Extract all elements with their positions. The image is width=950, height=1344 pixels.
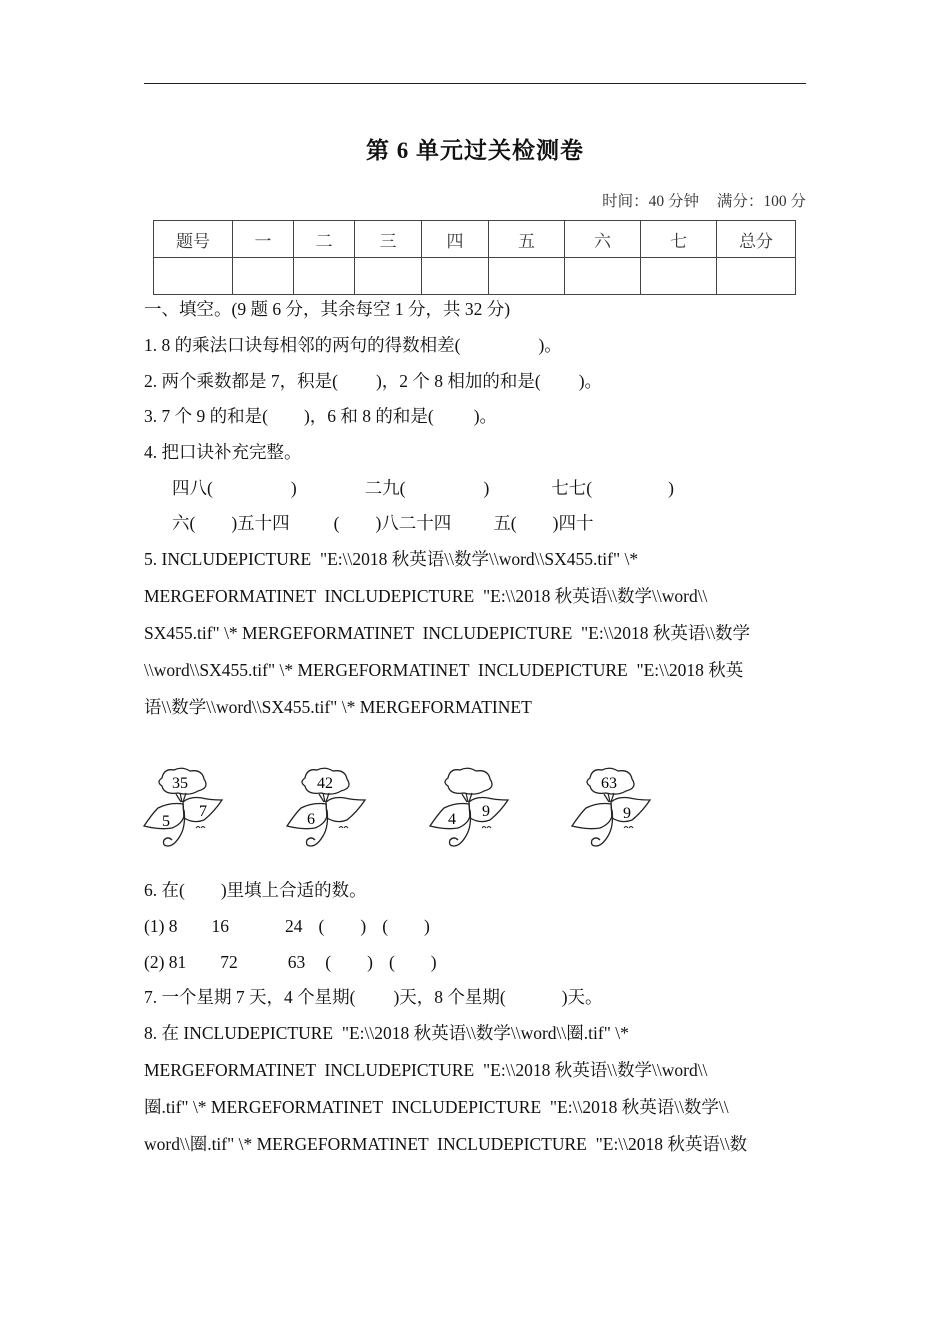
question-3: [144, 405, 497, 427]
question-6-stem: [144, 879, 367, 901]
question-8-line: MERGEFORMATINET INCLUDEPICTURE "E:\\2018 秋英语\\数学\\word\\: [144, 1060, 708, 1080]
q2-text-a: 2. 两个乘数都是 7，积是(: [144, 371, 338, 391]
score-header-cell: 三: [355, 221, 422, 258]
question-8-line: 圈.tif" \* MERGEFORMATINET INCLUDEPICTURE "E:\\2018 秋英语\\数学\\: [144, 1097, 729, 1117]
q4-text: 二九(: [364, 478, 406, 498]
score-header-cell: 七: [641, 221, 717, 258]
score-cell[interactable]: [294, 258, 355, 295]
score-header-cell: 一: [233, 221, 294, 258]
question-8-line: 8. 在 INCLUDEPICTURE "E:\\2018 秋英语\\数学\\word\\圈.tif" \*: [144, 1023, 629, 1043]
score-table-header-row: [154, 221, 796, 258]
flower-right-number: 9: [482, 803, 490, 820]
q4-text: )八二十四: [375, 513, 452, 533]
score-table-input-row: [154, 258, 796, 295]
score-header-cell: 二: [294, 221, 355, 258]
question-5-line: 5. INCLUDEPICTURE "E:\\2018 秋英语\\数学\\word\\SX455.tif" \*: [144, 549, 639, 569]
q4-text: 五(: [493, 513, 517, 533]
exam-time: 时间：40 分钟: [602, 193, 699, 210]
flower-left-number: 4: [448, 811, 456, 828]
q7-text-b: )天，8 个星期(: [393, 987, 506, 1007]
q4-text: (: [333, 513, 340, 533]
seq-paren: ): [424, 916, 430, 936]
exam-meta: [588, 189, 806, 211]
question-2: [144, 370, 602, 392]
seq-paren: ): [430, 952, 437, 972]
q4-text: 四八(: [172, 478, 213, 498]
q7-text-a: 7. 一个星期 7 天，4 个星期(: [144, 987, 356, 1007]
seq-value: (1) 8: [144, 916, 178, 936]
score-header-cell: 四: [422, 221, 489, 258]
flower-top-number: 42: [317, 775, 333, 792]
q2-text-c: )。: [578, 371, 603, 391]
question-5-line: 语\\数学\\word\\SX455.tif" \* MERGEFORMATINET: [144, 697, 532, 717]
q1-text-a: 1. 8 的乘法口诀每相邻的两句的得数相差(: [144, 335, 461, 355]
seq-paren: (: [325, 952, 332, 972]
flower-right-number: 7: [199, 803, 207, 820]
flower-left-number: 6: [307, 811, 315, 828]
q3-text-b: )，6 和 8 的和是(: [303, 406, 434, 426]
seq-paren: (: [382, 916, 389, 936]
page-title: 第 6 单元过关检测卷: [366, 138, 584, 163]
score-cell[interactable]: [489, 258, 565, 295]
question-6-sequence-2: [144, 951, 437, 973]
seq-value: 24: [285, 916, 303, 936]
flower-figure-3: [426, 766, 516, 856]
q3-text-c: )。: [473, 406, 498, 426]
flower-top-number: 63: [601, 775, 617, 792]
question-4-stem: 4. 把口诀补充完整。: [144, 442, 302, 462]
score-cell[interactable]: [233, 258, 294, 295]
seq-value: 16: [211, 916, 230, 936]
score-cell[interactable]: [355, 258, 422, 295]
q4-text: ): [290, 478, 297, 498]
question-6-sequence-1: [144, 915, 430, 937]
seq-value: 72: [220, 952, 238, 972]
q7-text-c: )天。: [561, 987, 603, 1007]
flower-left-number: 5: [162, 813, 170, 830]
seq-paren: (: [388, 952, 395, 972]
flower-figure-2: [283, 766, 373, 856]
score-cell[interactable]: [154, 258, 233, 295]
seq-paren: (: [318, 916, 325, 936]
score-header-cell: 五: [489, 221, 565, 258]
q2-text-b: )，2 个 8 相加的和是(: [375, 371, 541, 391]
question-5-line: MERGEFORMATINET INCLUDEPICTURE "E:\\2018 秋英语\\数学\\word\\: [144, 586, 708, 606]
q3-text-a: 3. 7 个 9 的和是(: [144, 406, 268, 426]
score-header-cell: 总分: [717, 221, 796, 258]
exam-full-score: 满分：100 分: [716, 193, 806, 210]
score-table: [153, 220, 796, 295]
section-heading: 一、填空。(9 题 6 分，其余每空 1 分，共 32 分): [144, 299, 511, 319]
flower-right-number: 9: [623, 805, 631, 822]
question-5-line: \\word\\SX455.tif" \* MERGEFORMATINET INCLUDEPICTURE "E:\\2018 秋英: [144, 660, 744, 680]
score-cell[interactable]: [565, 258, 641, 295]
question-1: [144, 334, 562, 356]
flower-figure-1: [140, 766, 230, 856]
seq-value: (2) 81: [144, 952, 187, 972]
score-cell[interactable]: [422, 258, 489, 295]
seq-paren: ): [367, 952, 373, 972]
q4-text: )四十: [552, 513, 594, 533]
q4-text: 六(: [172, 513, 196, 533]
seq-value: 63: [287, 952, 306, 972]
score-cell[interactable]: [641, 258, 717, 295]
q4-text: ): [483, 478, 490, 498]
question-7: [144, 986, 603, 1008]
q1-text-b: )。: [538, 335, 562, 355]
q4-text: 七七(: [551, 478, 593, 498]
q4-text: ): [668, 478, 674, 498]
header-rule: [144, 83, 806, 84]
question-8-line: word\\圈.tif" \* MERGEFORMATINET INCLUDEPICTURE "E:\\2018 秋英语\\数: [144, 1134, 748, 1154]
question-4-row-2: [172, 512, 593, 534]
flower-figure-4: [568, 766, 658, 856]
score-header-cell: 题号: [154, 221, 233, 258]
q4-text: )五十四: [231, 513, 290, 533]
question-5-line: SX455.tif" \* MERGEFORMATINET INCLUDEPICTURE "E:\\2018 秋英语\\数学: [144, 623, 751, 643]
score-header-cell: 六: [565, 221, 641, 258]
flower-top-number: 35: [172, 775, 188, 792]
question-4-row-1: [172, 477, 674, 499]
q6-text-b: )里填上合适的数。: [220, 880, 367, 900]
seq-paren: ): [360, 916, 367, 936]
score-cell[interactable]: [717, 258, 796, 295]
q6-text-a: 6. 在(: [144, 880, 185, 900]
